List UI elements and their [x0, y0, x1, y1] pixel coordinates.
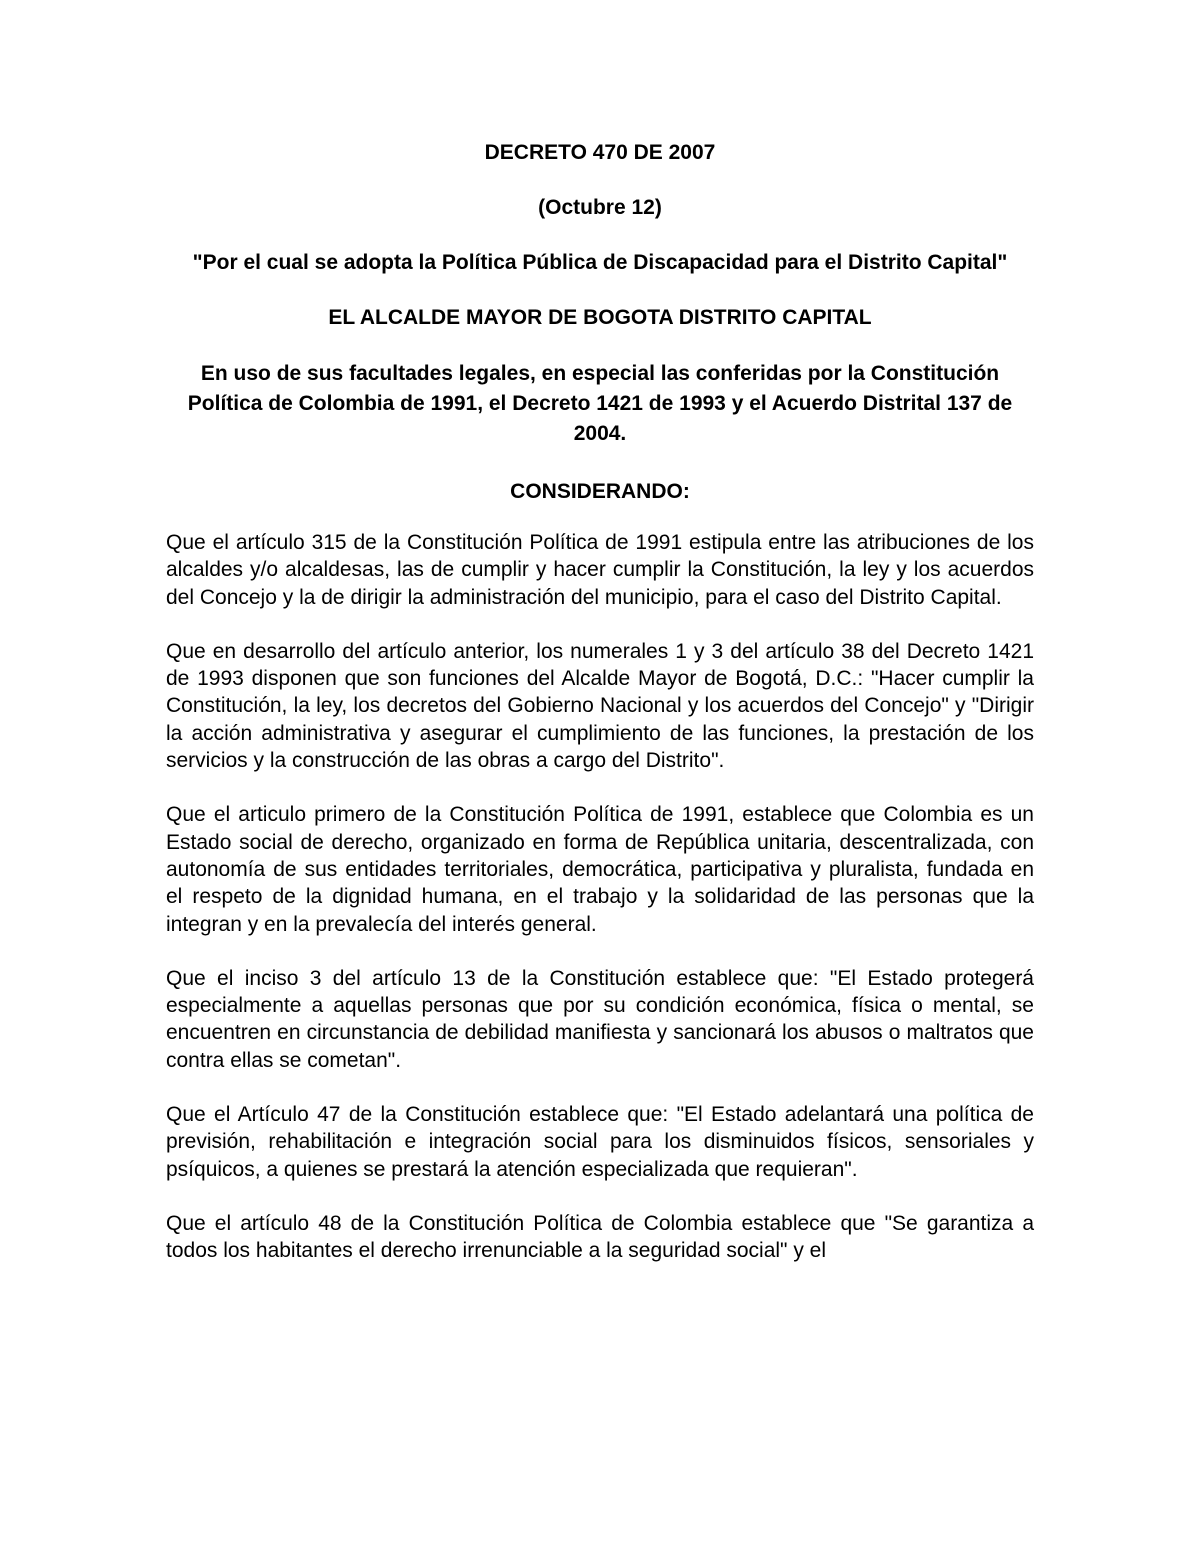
considering-paragraph-2: Que en desarrollo del artículo anterior, los numerales 1 y 3 del artículo 38 del Decreto 1421 de 1993 disponen que son funciones del Alcalde Mayor de Bogotá, D.C.: "Hacer cumplir la Constitución, la ley, los decretos del Gobierno Nacional y los acuerdos del Concejo" y "Dirigir la acción administrativa y asegurar el cumplimiento de las funciones, la prestación de los servicios y la construcción de las obras a cargo del Distrito". — [166, 639, 1034, 773]
document-page — [166, 138, 1034, 1265]
legal-powers: En uso de sus facultades legales, en especial las conferidas por la Constitución Política de Colombia de 1991, el Decreto 1421 de 1993 y el Acuerdo Distrital 137 de 2004. — [187, 362, 1013, 445]
decree-title: DECRETO 470 DE 2007 — [484, 141, 716, 164]
considering-paragraph-3: Que el articulo primero de la Constitución Política de 1991, establece que Colombia es un Estado social de derecho, organizado en forma de República unitaria, descentralizada, con autonomía de sus entidades territoriales, democrática, participativa y pluralista, fundada en el respeto de la dignidad humana, en el trabajo y la solidaridad de las personas que la integran y en la prevalecía del interés general. — [166, 803, 1034, 936]
considering-paragraph-1: Que el artículo 315 de la Constitución Política de 1991 estipula entre las atribuciones de los alcaldes y/o alcaldesas, las de cumplir y hacer cumplir la Constitución, la ley y los acuerdos del Concejo y la de dirigir la administración del municipio, para el caso del Distrito Capital. — [166, 531, 1034, 609]
considering-paragraph-5: Que el Artículo 47 de la Constitución establece que: "El Estado adelantará una política de previsión, rehabilitación e integración social para los disminuidos físicos, sensoriales y psíquicos, a quienes se prestará la atención especializada que requieran". — [166, 1103, 1034, 1181]
considering-paragraph-4: Que el inciso 3 del artículo 13 de la Constitución establece que: "El Estado protegerá especialmente a aquellas personas que por su condición económica, física o mental, se encuentren en circunstancia de debilidad manifiesta y sancionará los abusos o maltratos que contra ellas se cometan". — [166, 966, 1034, 1072]
considering-paragraph-6: Que el artículo 48 de la Constitución Política de Colombia establece que "Se garantiza a todos los habitantes el derecho irrenunciable a la seguridad social" y el — [166, 1211, 1034, 1263]
decree-date: (Octubre 12) — [538, 196, 662, 219]
decree-subject: "Por el cual se adopta la Política Pública de Discapacidad para el Distrito Capital" — [192, 251, 1008, 274]
issuing-authority: EL ALCALDE MAYOR DE BOGOTA DISTRITO CAPITAL — [328, 306, 872, 329]
considering-heading: CONSIDERANDO: — [510, 480, 690, 503]
